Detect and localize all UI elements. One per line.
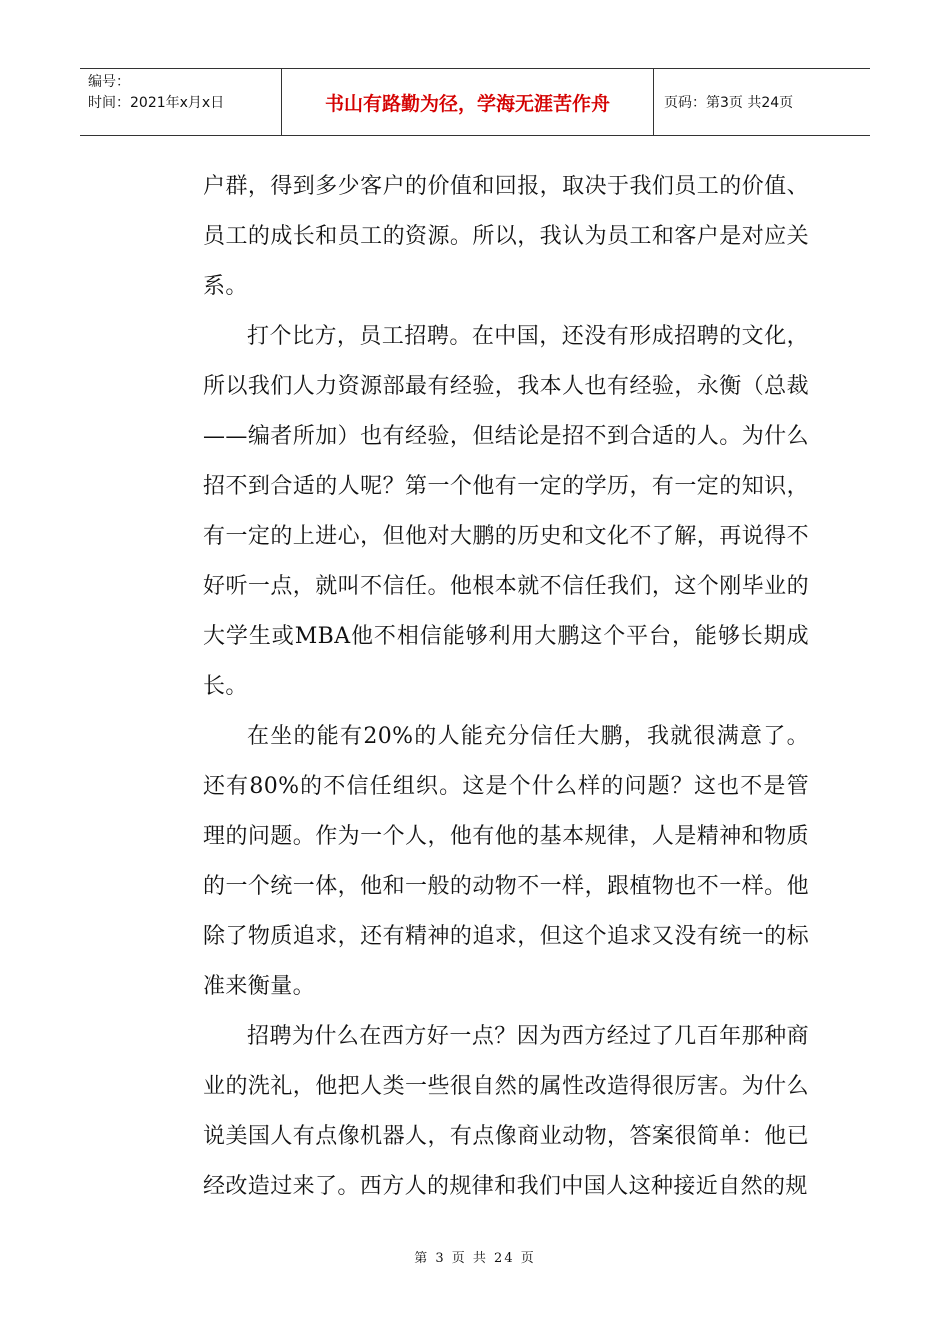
- paragraph: 打个比方，员工招聘。在中国，还没有形成招聘的文化，所以我们人力资源部最有经验，我本人也有经验，永衡（总裁——编者所加）也有经验，但结论是招不到合适的人。为什么招不到合适的人呢？第一个他有一定的学历，有一定的知识，有一定的上进心，但他对大鹏的历史和文化不了解，再说得不好听一点，就叫不信任。他根本就不信任我们，这个刚毕业的大学生或MBA他不相信能够利用大鹏这个平台，能够长期成长。: [203, 324, 809, 699]
- header-motto: 书山有路勤为径，学海无涯苦作舟: [324, 92, 610, 115]
- document-body: [203, 162, 809, 1212]
- document-header: [80, 68, 870, 136]
- time-label: 时间：2021年x月x日: [88, 95, 225, 111]
- number-label: 编号：: [88, 74, 130, 90]
- page-footer: 第 3 页 共 24 页: [414, 1251, 536, 1266]
- header-meta: [80, 69, 282, 135]
- header-page-info: 页码：第3页 共24页: [664, 95, 794, 111]
- paragraph-continued: 户群，得到多少客户的价值和回报，取决于我们员工的价值、员工的成长和员工的资源。所以，我认为员工和客户是对应关系。: [203, 174, 809, 299]
- paragraph: 在坐的能有20%的人能充分信任大鹏，我就很满意了。还有80%的不信任组织。这是个什么样的问题？这也不是管理的问题。作为一个人，他有他的基本规律，人是精神和物质的一个统一体，他和一般的动物不一样，跟植物也不一样。他除了物质追求，还有精神的追求，但这个追求又没有统一的标准来衡量。: [203, 724, 809, 999]
- paragraph: 招聘为什么在西方好一点？因为西方经过了几百年那种商业的洗礼，他把人类一些很自然的属性改造得很厉害。为什么说美国人有点像机器人，有点像商业动物，答案很简单：他已经改造过来了。西方人的规律和我们中国人这种接近自然的规: [203, 1024, 809, 1199]
- header-motto-cell: [282, 69, 654, 135]
